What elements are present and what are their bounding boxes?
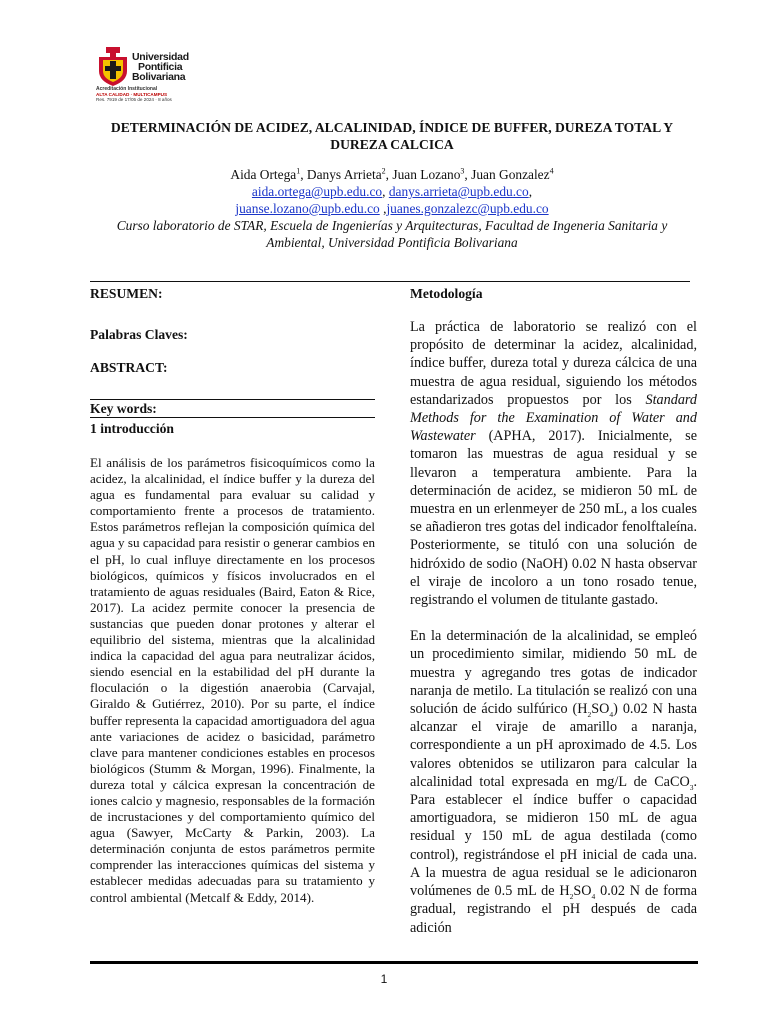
methodology-paragraph-2: En la determinación de la alcalinidad, se empleó un procedimiento similar, midiendo 50 mL de muestra y agregando tres gotas de indicador naranja de metilo. La titulación se realizó con una solución de ácido sulfúrico $(H_2SO_4)$ 0.02 N hasta alcanzar el viraje de amarillo a naranja, correspondiente a un pH aproximado de 4.5. Los valores obtenidos se utilizaron para calcular la alcalinidad total expresada en mg/L de CaCO$_3$. Para establecer el índice buffer o capacidad amortiguadora, se midieron 150 mL de agua residual y 150 mL de agua destilada (como control), registrándose el pH inicial de cada una. A la muestra de agua residual se le adicionaron volúmenes de 0.5 mL de $H_2SO_4$ 0.02 N de forma gradual, registrando el pH después de cada adición [410,628,698,936]
right-column [410,285,697,937]
abstract-heading: ABSTRACT: [90,360,168,375]
university-seal-icon [96,47,130,87]
email-link-arrieta[interactable]: danys.arrieta@upb.edu.co [388,184,529,199]
university-name: Universidad Pontificia Bolivariana [132,51,189,83]
email-link-ortega[interactable]: aida.ortega@upb.edu.co [251,184,383,199]
author-name: Juan Gonzalez [471,167,550,182]
paper-title: DETERMINACIÓN DE ACIDEZ, ALCALINIDAD, ÍNDICE DE BUFFER, DUREZA TOTAL Y DUREZA CALCICA [110,120,674,152]
introduction-heading: 1 introducción [90,421,174,436]
keywords-heading: Key words: [90,399,375,418]
footer-divider [90,961,698,964]
introduction-paragraph: El análisis de los parámetros fisicoquímicos como la acidez, la alcalinidad, el índice buffer y la dureza del agua es fundamental para evaluar su calidad y comportamiento frente a procesos de tratamiento. Estos parámetros reflejan la composición química del agua y su capacidad para resistir o generar cambios en el pH, lo cual influye directamente en los procesos biológicos, químicos y físicos involucrados en el tratamiento de aguas residuales (Baird, Eaton & Rice, 2017). La acidez permite conocer la presencia de sustancias que pueden donar protones y alterar el equilibrio del sistema, mientras que la alcalinidad indica la capacidad del agua para neutralizar ácidos, siendo esencial en la estabilidad del pH durante la floculación o la digestión anaerobia (Carvajal, Giraldo & Gutiérrez, 2010). Por su parte, el índice buffer representa la capacidad amortiguadora del agua ante variaciones de acidez o basicidad, parámetro clave para mantener condiciones estables en procesos biológicos (Stumm & Morgan, 1996). Finalmente, la dureza total y cálcica expresan la concentración de iones calcio y magnesio, responsables de la formación de incrustaciones y del comportamiento químico del agua (Sawyer, McCarty & Parkin, 2003). La determinación conjunta de estos parámetros permite comprender las interacciones químicas del sistema y establecer medidas adecuadas para su tratamiento y control ambiental (Metcalf & Eddy, 2014). [90,455,375,905]
author-name: Aida Ortega [230,167,297,182]
email-link-gonzalez[interactable]: juanes.gonzalezc@upb.edu.co [386,201,549,216]
left-column [90,285,375,906]
affiliation: Curso laboratorio de STAR, Escuela de Ingenierías y Arquitecturas, Facultad de Ingeneria Sanitaria y Ambiental, Universidad Pontificia Bolivariana [116,218,668,250]
author-name: Danys Arrieta [306,167,382,182]
header-divider [90,281,690,282]
metodologia-heading: Metodología [410,286,483,301]
author-block: Aida Ortega$^1$, Danys Arrieta$^2$, Juan Lozano$^3$, Juan Gonzalez$^4$ aida.ortega@upb.edu.co, danys.arrieta@upb.edu.co, juanse.lozano@upb.edu.co ,juanes.gonzalezc@upb.edu.co Curso laboratorio de STAR, Escuela de Ingenierías y Arquitecturas, Facultad de Ingeneria Sanitaria y Ambiental, Universidad Pontificia Bolivariana [88,166,696,251]
palabras-claves-heading: Palabras Claves: [90,327,188,342]
email-link-lozano[interactable]: juanse.lozano@upb.edu.co [235,201,380,216]
author-names: Aida Ortega$^1$, Danys Arrieta$^2$, Juan Lozano$^3$, Juan Gonzalez$^4$ [230,166,554,182]
methodology-paragraph-1: La práctica de laboratorio se realizó con el propósito de determinar la acidez, alcalinidad, índice buffer, dureza total y dureza cálcica de una muestra de agua residual, siguiendo los métodos estandarizados propuestos por los Standard Methods for the Examination of Water and Wastewater (APHA, 2017). Inicialmente, se tomaron las muestras de agua residual y se llevaron a temperatura ambiente. Para la determinación de acidez, se midieron 50 mL de muestra en un erlenmeyer de 250 mL, a los cuales se añadieron tres gotas del indicador fenolftaleína. Posteriormente, se tituló con una solución de hidróxido de sodio (NaOH) 0.02 N hasta observar el viraje de incoloro a un tono rosado tenue, registrando el volumen de titulante gastado. [410,319,697,609]
resumen-heading: RESUMEN: [90,286,163,301]
university-logo [96,47,206,111]
author-name: Juan Lozano [392,167,461,182]
page-number: 1 [380,972,388,986]
accreditation-text: Acreditación Institucional ALTA CALIDAD · MULTICAMPUS Res. 7919 de 17/05 de 2024 · 8 años [96,86,172,103]
